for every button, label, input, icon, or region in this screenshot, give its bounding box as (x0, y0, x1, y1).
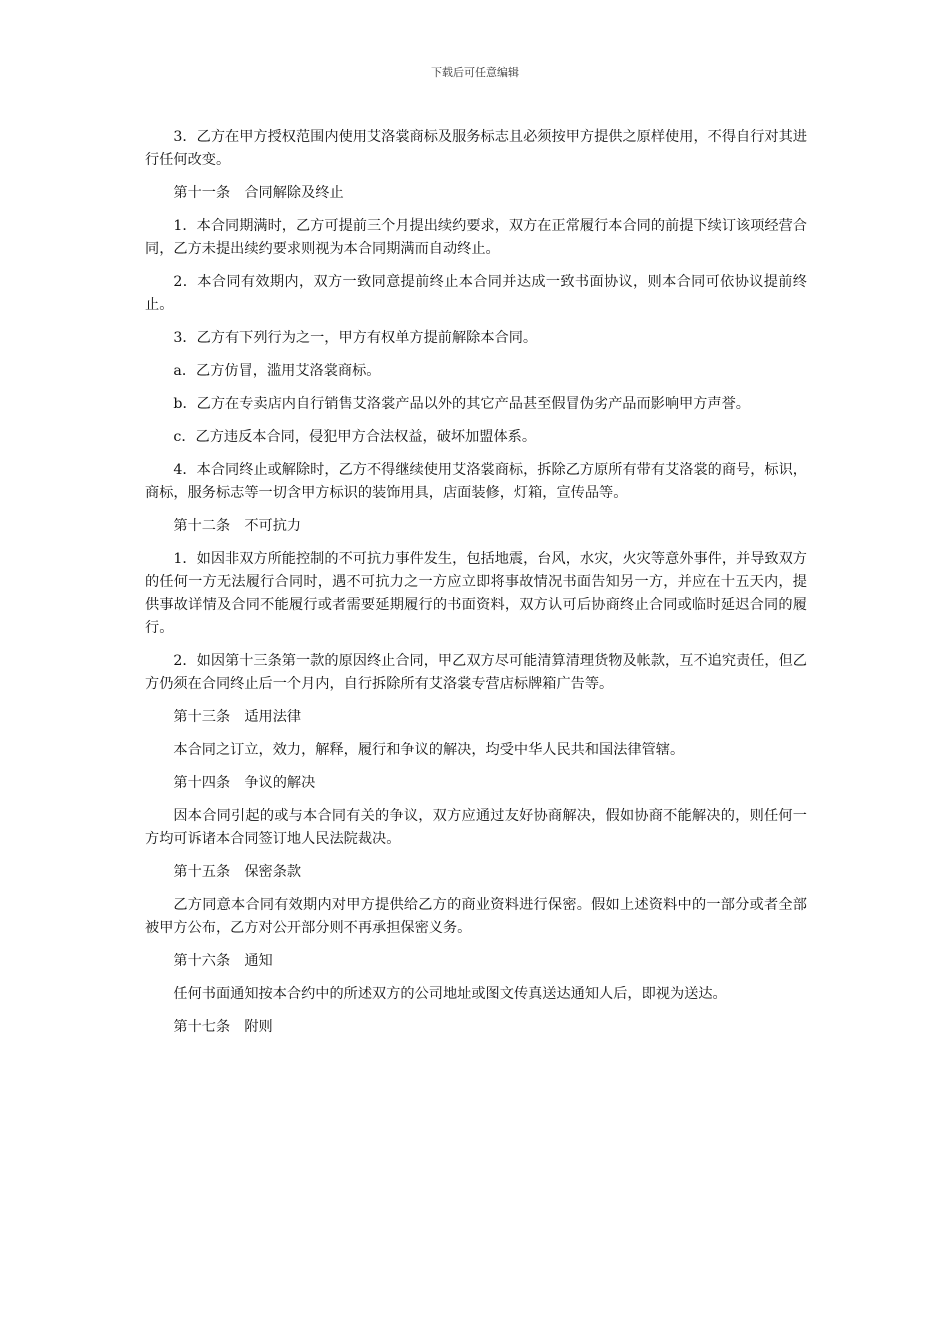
page-header: 下载后可任意编辑 (431, 66, 519, 79)
clause-11-item-3: 3．乙方有下列行为之一，甲方有权单方提前解除本合同。 (173, 330, 538, 346)
clause-11-item-4: 4．本合同终止或解除时，乙方不得继续使用艾洛裳商标，拆除乙方原所有带有艾洛裳的商号，标识，商标，服务标志等一切含甲方标识的装饰用具，店面装修，灯箱，宣传品等。 (145, 462, 807, 501)
clause-12-item-1: 1．如因非双方所能控制的不可抗力事件发生，包括地震，台风，水灾，火灾等意外事件，并导致双方的任何一方无法履行合同时，遇不可抗力之一方应立即将事故情况书面告知另一方，并应在十五天内，提供事故详情及合同不能履行或者需要延期履行的书面资料，双方认可后协商终止合同或临时延迟合同的履行。 (145, 551, 807, 636)
document-body (145, 126, 807, 1049)
clause-12-item-2: 2．如因第十三条第一款的原因终止合同，甲乙双方尽可能清算清理货物及帐款，互不追究责任，但乙方仍须在合同终止后一个月内，自行拆除所有艾洛裳专营店标牌箱广告等。 (145, 653, 807, 692)
clause-11-item-b: b．乙方在专卖店内自行销售艾洛裳产品以外的其它产品甚至假冒伪劣产品而影响甲方声誉。 (173, 396, 750, 412)
clause-10-item-3: 3．乙方在甲方授权范围内使用艾洛裳商标及服务标志且必须按甲方提供之原样使用，不得自行对其进行任何改变。 (145, 129, 807, 168)
clause-11-item-c: c．乙方违反本合同，侵犯甲方合法权益，破坏加盟体系。 (173, 429, 537, 445)
article-16-heading: 第十六条 通知 (173, 953, 273, 969)
clause-16-text: 任何书面通知按本合约中的所述双方的公司地址或图文传真送达通知人后，即视为送达。 (173, 986, 727, 1002)
article-11-heading: 第十一条 合同解除及终止 (173, 185, 344, 201)
article-17-heading: 第十七条 附则 (173, 1019, 273, 1035)
clause-14-text: 因本合同引起的或与本合同有关的争议，双方应通过友好协商解决，假如协商不能解决的，则任何一方均可诉诸本合同签订地人民法院裁决。 (145, 808, 807, 847)
clause-13-text: 本合同之订立，效力，解释，履行和争议的解决，均受中华人民共和国法律管辖。 (173, 742, 685, 758)
article-14-heading: 第十四条 争议的解决 (173, 775, 316, 791)
article-15-heading: 第十五条 保密条款 (173, 864, 302, 880)
article-13-heading: 第十三条 适用法律 (173, 709, 302, 725)
clause-15-text: 乙方同意本合同有效期内对甲方提供给乙方的商业资料进行保密。假如上述资料中的一部分或者全部被甲方公布，乙方对公开部分则不再承担保密义务。 (145, 897, 807, 936)
article-12-heading: 第十二条 不可抗力 (173, 518, 302, 534)
clause-11-item-1: 1．本合同期满时，乙方可提前三个月提出续约要求，双方在正常履行本合同的前提下续订该项经营合同，乙方未提出续约要求则视为本合同期满而自动终止。 (145, 218, 807, 257)
clause-11-item-a: a．乙方仿冒，滥用艾洛裳商标。 (173, 363, 381, 379)
clause-11-item-2: 2．本合同有效期内，双方一致同意提前终止本合同并达成一致书面协议，则本合同可依协议提前终止。 (145, 274, 807, 313)
